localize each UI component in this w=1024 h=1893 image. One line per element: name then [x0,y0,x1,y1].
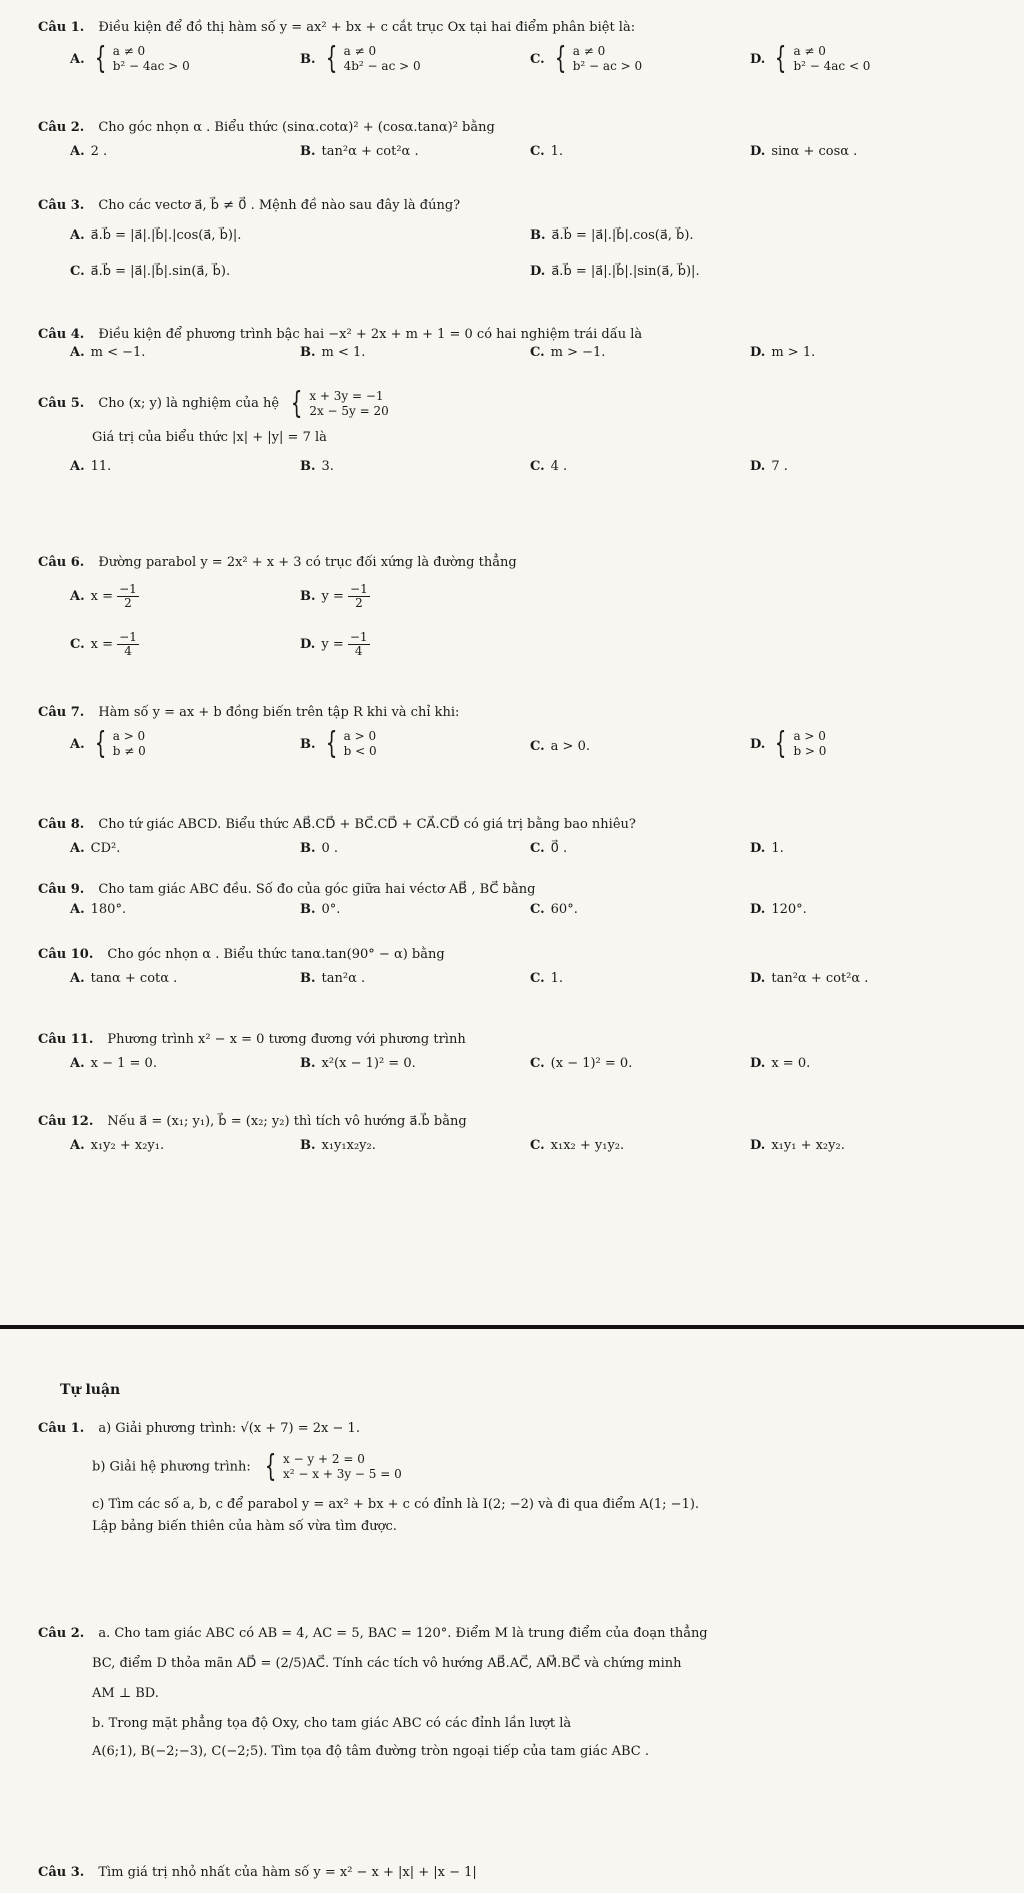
option-c: C. 4 . [530,459,568,474]
question-9 [38,880,998,926]
option-c: C. x₁x₂ + y₁y₂. [530,1138,625,1153]
question-7 [38,703,998,773]
question-number: Câu 9. [38,882,85,897]
option-a: A. tanα + cotα . [70,971,178,986]
question-number: Câu 4. [38,327,85,342]
question-text: Đường parabol y = 2x² + x + 3 có trục đối xứng là đường thẳng [98,555,517,570]
question-number: Câu 2. [38,120,85,135]
question-2 [38,118,998,168]
option-c: C. 0⃗ . [530,841,568,856]
question-12 [38,1112,998,1162]
option-b: B. 3. [300,459,334,474]
option-b: B. { a > 0 b < 0 [300,726,377,761]
part-b: b) Giải hệ phương trình: [92,1459,251,1475]
option-b: B. x²(x − 1)² = 0. [300,1056,416,1071]
option-b: B. tan²α + cot²α . [300,144,419,159]
option-a: A. x − 1 = 0. [70,1056,157,1071]
essay-question-1: Câu 1. a) Giải phương trình: √(x + 7) = 2x − 1. b) Giải hệ phương trình: { x − y + 2 = 0 x² − x + 3y − 5 = 0 c) Tìm các số a, b, c để parabol y = ax² + bx + c có đỉnh là I(2; −2) và đi qua điểm A(1; −1). Lập bảng biến thiên của hàm số vừa tìm được. [38,1418,998,1538]
option-a: A. 11. [70,459,112,474]
option-d: D. m > 1. [750,345,816,360]
question-text: Tìm giá trị nhỏ nhất của hàm số y = x² − x + |x| + |x − 1| [98,1865,477,1880]
question-text: Điều kiện để phương trình bậc hai −x² + 2x + m + 1 = 0 có hai nghiệm trái dấu là [98,327,643,342]
question-number: Câu 2. [38,1626,85,1641]
option-c: C. { a ≠ 0 b² − ac > 0 [530,41,643,76]
part-a-line2: BC, điểm D thỏa mãn AD⃗ = (2/5)AC⃗. Tính các tích vô hướng AB⃗.AC⃗, AM⃗.BC⃗ và chứng minh [92,1656,682,1671]
question-text: Phương trình x² − x = 0 tương đương với phương trình [107,1032,466,1047]
option-a: A. x₁y₂ + x₂y₁. [70,1138,165,1153]
question-10 [38,945,998,995]
option-b: B. m < 1. [300,345,366,360]
option-d: D. 7 . [750,459,788,474]
question-text: Cho các vectơ a⃗, b⃗ ≠ 0⃗ . Mệnh đề nào sau đây là đúng? [98,198,461,213]
question-1 [38,18,998,88]
question-number: Câu 10. [38,947,94,962]
question-text: Cho tam giác ABC đều. Số đo của góc giữa hai véctơ AB⃗ , BC⃗ bằng [98,882,536,897]
question-number: Câu 3. [38,1865,85,1880]
option-d: D. sinα + cosα . [750,144,858,159]
option-d: D. { a ≠ 0 b² − 4ac < 0 [750,41,871,76]
question-text: Nếu a⃗ = (x₁; y₁), b⃗ = (x₂; y₂) thì tích vô hướng a⃗.b⃗ bằng [107,1114,467,1129]
option-a: A. x = $\frac{-1}{2}$ [70,582,137,610]
option-a: A. m < −1. [70,345,146,360]
question-6 [38,553,998,675]
question-text: Cho góc nhọn α . Biểu thức (sinα.cotα)² + (cosα.tanα)² bằng [98,120,495,135]
option-b: B. { a ≠ 0 4b² − ac > 0 [300,41,421,76]
option-c: C. 1. [530,144,564,159]
option-a: A. 180°. [70,902,127,917]
essay-question-2 [38,1623,998,1763]
option-d: D. 1. [750,841,784,856]
part-a-line1: a. Cho tam giác ABC có AB = 4, AC = 5, BAC = 120°. Điểm M là trung điểm của đoạn thẳng [98,1626,708,1641]
option-b: B. 0°. [300,902,341,917]
option-c: C. 1. [530,971,564,986]
option-d: D. y = $\frac{-1}{4}$ [300,630,368,658]
question-number: Câu 1. [38,20,85,35]
question-number: Câu 6. [38,555,85,570]
option-d: D. a⃗.b⃗ = |a⃗|.|b⃗|.|sin(a⃗, b⃗)|. [530,264,700,279]
option-c: C. m > −1. [530,345,606,360]
question-number: Câu 1. [38,1421,85,1436]
option-a: A. 2 . [70,144,108,159]
part-b-line1: b. Trong mặt phẳng tọa độ Oxy, cho tam giác ABC có các đỉnh lần lượt là [92,1716,572,1731]
part-b-line2: A(6;1), B(−2;−3), C(−2;5). Tìm tọa độ tâm đường tròn ngoại tiếp của tam giác ABC . [92,1744,650,1759]
section-divider [0,1325,1024,1329]
question-11 [38,1030,998,1080]
question-number: Câu 7. [38,705,85,720]
part-c-line2: Lập bảng biến thiên của hàm số vừa tìm được. [92,1519,397,1534]
option-b: B. x₁y₁x₂y₂. [300,1138,376,1153]
part-a: a) Giải phương trình: √(x + 7) = 2x − 1. [98,1421,360,1436]
option-a: A. { a > 0 b ≠ 0 [70,726,146,761]
question-text: Cho tứ giác ABCD. Biểu thức AB⃗.CD⃗ + BC⃗.CD⃗ + CA⃗.CD⃗ có giá trị bằng bao nhiêu? [98,817,636,832]
question-number: Câu 3. [38,198,85,213]
option-c: C. x = $\frac{-1}{4}$ [70,630,137,658]
option-b: B. y = $\frac{-1}{2}$ [300,582,368,610]
option-b: B. tan²α . [300,971,366,986]
question-number: Câu 12. [38,1114,94,1129]
question-text: Cho góc nhọn α . Biểu thức tanα.tan(90° − α) bằng [107,947,445,962]
option-d: D. { a > 0 b > 0 [750,726,827,761]
question-8 [38,815,998,865]
question-number: Câu 11. [38,1032,94,1047]
question-text: Hàm số y = ax + b đồng biến trên tập R khi và chỉ khi: [98,705,460,720]
part-a-line3: AM ⊥ BD. [92,1686,159,1701]
essay-title: Tự luận [60,1382,121,1398]
option-b: B. a⃗.b⃗ = |a⃗|.|b⃗|.cos(a⃗, b⃗). [530,228,694,243]
option-d: D. x = 0. [750,1056,811,1071]
option-c: C. 60°. [530,902,578,917]
question-number: Câu 5. [38,396,85,411]
option-c: C. a > 0. [530,739,590,754]
question-text: Điều kiện để đồ thị hàm số y = ax² + bx + c cắt trục Ox tại hai điểm phân biệt là: [98,20,636,35]
option-d: D. tan²α + cot²α . [750,971,869,986]
option-a: A. { a ≠ 0 b² − 4ac > 0 [70,41,190,76]
question-number: Câu 8. [38,817,85,832]
part-c: c) Tìm các số a, b, c để parabol y = ax² + bx + c có đỉnh là I(2; −2) và đi qua điểm A(1; −1). [92,1497,700,1512]
essay-question-3 [38,1862,998,1884]
option-b: B. 0 . [300,841,339,856]
option-a: A. CD². [70,841,121,856]
question-subtext: Giá trị của biểu thức |x| + |y| = 7 là [92,430,327,445]
option-d: D. 120°. [750,902,807,917]
question-4 [38,325,998,369]
option-a: A. a⃗.b⃗ = |a⃗|.|b⃗|.|cos(a⃗, b⃗)|. [70,228,242,243]
option-c: C. a⃗.b⃗ = |a⃗|.|b⃗|.sin(a⃗, b⃗). [70,264,231,279]
question-3 [38,196,998,294]
option-d: D. x₁y₁ + x₂y₂. [750,1138,845,1153]
option-c: C. (x − 1)² = 0. [530,1056,633,1071]
question-5: Câu 5. Cho (x; y) là nghiệm của hệ { x + 3y = −1 2x − 5y = 20 Giá trị của biểu thức |x| + |y| = 7 là A. 11. B. 3. C. 4 . D. 7 . [38,386,998,483]
question-text: Cho (x; y) là nghiệm của hệ [98,396,280,411]
